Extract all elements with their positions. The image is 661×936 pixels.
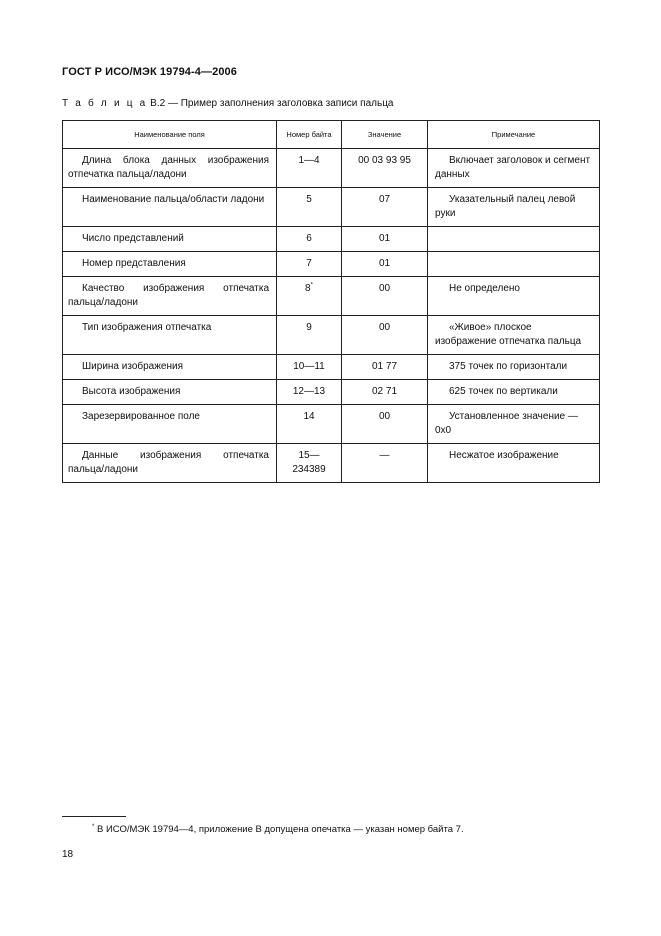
note-text: Несжатое изображение: [449, 450, 559, 461]
cell-note: [428, 149, 600, 188]
cell-value: [342, 444, 428, 483]
field-name-text: Номер представления: [82, 258, 186, 269]
table-row: [63, 277, 600, 316]
byte-number-text: 15—234389: [292, 450, 326, 475]
cell-note: [428, 444, 600, 483]
finger-header-table: [62, 120, 600, 483]
value-text: 07: [378, 194, 391, 205]
cell-value: [342, 405, 428, 444]
byte-number-text: 6: [306, 233, 312, 244]
value-text: 00: [378, 283, 391, 294]
footnote-text: В ИСО/МЭК 19794—4, приложение В допущена опечатка — указан номер байта 7.: [96, 824, 464, 836]
cell-note: [428, 380, 600, 405]
table-header-row: [63, 121, 600, 149]
field-name-text: Высота изображения: [82, 386, 181, 397]
value-text: 00: [378, 411, 391, 422]
cell-byte-number: [277, 188, 342, 227]
cell-value: [342, 316, 428, 355]
column-header-note: Примечание: [428, 121, 600, 149]
note-text: «Живое» плоское изображение отпечатка пальца: [435, 322, 582, 347]
table-row: [63, 149, 600, 188]
column-header-value: Значение: [342, 121, 428, 149]
document-header: ГОСТ Р ИСО/МЭК 19794-4—2006: [62, 66, 237, 78]
cell-field-name: [63, 227, 277, 252]
byte-number-text: 8: [305, 283, 311, 294]
byte-number-text: 5: [306, 194, 312, 205]
cell-value: [342, 252, 428, 277]
value-text: 01: [378, 258, 391, 269]
table-caption-text: — Пример заполнения заголовка записи пальца: [167, 98, 394, 109]
cell-value: [342, 380, 428, 405]
value-text: 02 71: [371, 386, 398, 397]
table-row: [63, 252, 600, 277]
note-text: Включает заголовок и сегмент данных: [435, 155, 591, 180]
value-text: 01 77: [371, 361, 398, 372]
field-name-text: Ширина изображения: [82, 361, 184, 372]
value-text: 00: [378, 322, 391, 333]
table-row: [63, 316, 600, 355]
cell-byte-number: [277, 252, 342, 277]
footnote-reference: *: [310, 282, 313, 289]
table-body: [63, 149, 600, 483]
cell-byte-number: [277, 444, 342, 483]
field-name-text: Число представлений: [82, 233, 184, 244]
footnote: [92, 824, 464, 835]
cell-note: [428, 188, 600, 227]
field-name-text: Качество изображения отпечатка пальца/ладони: [68, 283, 269, 308]
table-row: [63, 380, 600, 405]
byte-number-text: 14: [303, 411, 315, 422]
cell-byte-number: [277, 405, 342, 444]
page-number: 18: [62, 849, 74, 860]
note-text: Установленное значение — 0x0: [435, 411, 578, 436]
cell-field-name: [63, 188, 277, 227]
cell-field-name: [63, 405, 277, 444]
table-caption-number: В.2: [150, 98, 166, 109]
value-text: —: [379, 450, 390, 461]
table-row: [63, 227, 600, 252]
value-text: 01: [378, 233, 391, 244]
cell-byte-number: [277, 316, 342, 355]
field-name-text: Данные изображения отпечатка пальца/ладони: [68, 450, 269, 475]
cell-byte-number: [277, 227, 342, 252]
cell-note: [428, 277, 600, 316]
note-text: 625 точек по вертикали: [449, 386, 558, 397]
cell-byte-number: [277, 277, 342, 316]
table-row: [63, 188, 600, 227]
cell-note: [428, 227, 600, 252]
cell-note: [428, 355, 600, 380]
column-header-byte: Номер байта: [277, 121, 342, 149]
cell-value: [342, 149, 428, 188]
note-text: Указательный палец левой руки: [435, 194, 576, 219]
byte-number-text: 9: [306, 322, 312, 333]
table-row: [63, 444, 600, 483]
value-text: 00 03 93 95: [358, 155, 411, 166]
field-name-text: Зарезервированное поле: [82, 411, 200, 422]
table-row: [63, 355, 600, 380]
cell-note: [428, 316, 600, 355]
byte-number-text: 1—4: [298, 155, 320, 166]
cell-byte-number: [277, 355, 342, 380]
cell-field-name: [63, 316, 277, 355]
note-text: 375 точек по горизонтали: [449, 361, 568, 372]
cell-value: [342, 277, 428, 316]
cell-note: [428, 405, 600, 444]
cell-byte-number: [277, 149, 342, 188]
cell-field-name: [63, 444, 277, 483]
byte-number-text: 12—13: [292, 386, 326, 397]
field-name-text: Тип изображения отпечатка: [82, 322, 212, 333]
cell-note: [428, 252, 600, 277]
cell-value: [342, 355, 428, 380]
byte-number-text: 10—11: [293, 361, 325, 372]
footnote-divider: [62, 816, 126, 817]
field-name-text: Длина блока данных изображения отпечатка пальца/ладони: [68, 155, 269, 180]
table-row: [63, 405, 600, 444]
field-name-text: Наименование пальца/области ладони: [82, 194, 265, 205]
note-text: Не определено: [449, 283, 520, 294]
table-caption: [62, 98, 393, 109]
footnote-marker: *: [92, 824, 95, 830]
cell-field-name: [63, 252, 277, 277]
cell-field-name: [63, 380, 277, 405]
cell-value: [342, 227, 428, 252]
byte-number-text: 7: [306, 258, 312, 269]
cell-value: [342, 188, 428, 227]
cell-byte-number: [277, 380, 342, 405]
cell-field-name: [63, 355, 277, 380]
cell-field-name: [63, 277, 277, 316]
column-header-name: Наименование поля: [63, 121, 277, 149]
cell-field-name: [63, 149, 277, 188]
table-caption-label: Т а б л и ц а: [62, 98, 148, 109]
